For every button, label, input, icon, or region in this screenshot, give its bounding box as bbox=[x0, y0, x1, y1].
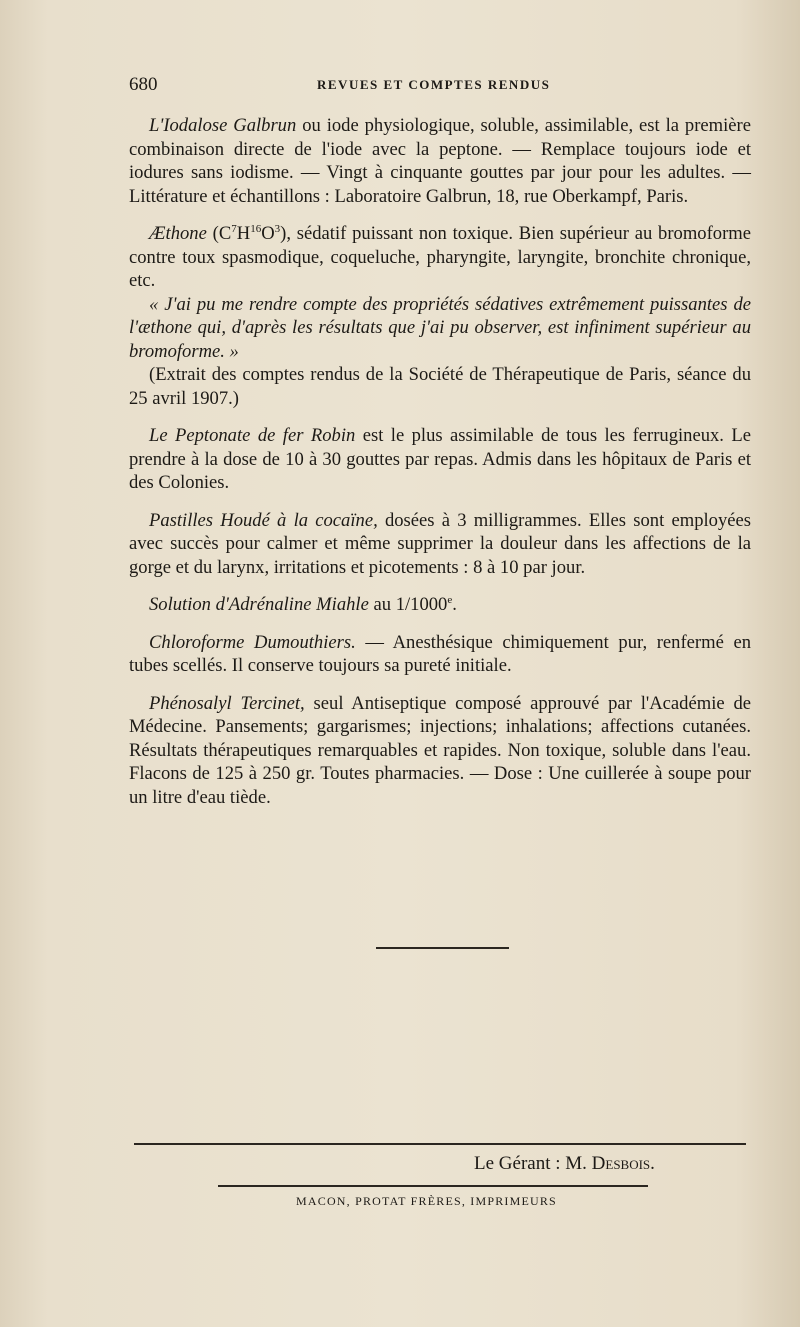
formula-subscript: 7 bbox=[231, 222, 237, 235]
footer-rule bbox=[134, 1143, 746, 1145]
formula-subscript: 16 bbox=[250, 222, 262, 235]
formula-element: O bbox=[261, 223, 275, 244]
formula-element: H bbox=[236, 223, 251, 244]
entry-paragraph bbox=[129, 692, 751, 810]
product-name: Pastilles Houdé à la cocaïne, bbox=[149, 509, 378, 531]
gerant-label: Le Gérant : M. bbox=[474, 1153, 592, 1174]
printer-rule bbox=[218, 1185, 648, 1187]
product-description: au 1/1000 bbox=[368, 594, 448, 615]
entry-paragraph bbox=[129, 509, 751, 580]
product-name: Æthone bbox=[149, 223, 207, 244]
testimonial-quote: « J'ai pu me rendre compte des propriétés sédatives extrêmement puissantes de l'æthone qui, d'après les résultats que j'ai pu observer, est infiniment supérieur au bromoforme. » bbox=[129, 293, 751, 362]
product-name: Le Peptonate de fer Robin bbox=[149, 425, 356, 446]
entry-paragraph bbox=[129, 114, 751, 208]
gerant-name: Desbois. bbox=[591, 1153, 655, 1174]
entry-aethone bbox=[129, 222, 751, 410]
page-number: 680 bbox=[129, 74, 158, 95]
page-header bbox=[129, 74, 749, 100]
entry-pastilles bbox=[129, 509, 751, 580]
product-name: Phénosalyl Tercinet, bbox=[149, 692, 305, 714]
product-description: dosées à 3 milligrammes. Elles sont employées avec succès pour calmer et même supprimer la douleur dans les affections de la gorge et du larynx, irritations et picotements : 8 à 10 par jour. bbox=[129, 509, 751, 578]
quote-source: (Extrait des comptes rendus de la Société de Thérapeutique de Paris, séance du 25 avril 1907.) bbox=[129, 364, 751, 409]
formula-open: (C bbox=[206, 223, 232, 244]
running-head: REVUES ET COMPTES RENDUS bbox=[317, 77, 551, 92]
entry-chloroforme bbox=[129, 631, 751, 678]
product-description: est le plus assimilable de tous les ferrugineux. Le prendre à la dose de 10 à 30 gouttes par repas. Admis dans les hôpitaux de Paris et des Colonies. bbox=[129, 425, 751, 493]
product-name: L'Iodalose Galbrun bbox=[149, 115, 297, 136]
entry-paragraph bbox=[129, 424, 751, 495]
section-divider bbox=[376, 947, 509, 949]
gerant-signature bbox=[474, 1153, 655, 1175]
entry-phenosalyl bbox=[129, 692, 751, 810]
entry-paragraph bbox=[129, 593, 751, 617]
entry-adrenaline bbox=[129, 593, 751, 617]
entry-iodalose bbox=[129, 114, 751, 208]
printer-imprint: MACON, PROTAT FRÈRES, IMPRIMEURS bbox=[296, 1194, 557, 1208]
product-name: Chloroforme Dumouthiers. bbox=[149, 631, 356, 653]
product-description: — Anesthésique chimiquement pur, renfermé en tubes scellés. Il conserve toujours sa pureté initiale. bbox=[129, 631, 751, 676]
ordinal-suffix: e bbox=[447, 593, 453, 606]
product-description: ), sédatif puissant non toxique. Bien supérieur au bromoforme contre toux spasmodique, coqueluche, pharyngite, laryngite, bronchite chronique, etc. bbox=[129, 223, 751, 291]
entry-peptonate bbox=[129, 424, 751, 495]
formula-subscript: 3 bbox=[274, 222, 281, 235]
entry-paragraph bbox=[129, 631, 751, 678]
product-description: seul Antiseptique composé approuvé par l'Académie de Médecine. Pansements; gargarismes; injections; inhalations; affections cutanées. Résultats thérapeutiques remarquables et rapides. Non toxique, soluble dans l'eau. Flacons de 125 à 250 gr. Toutes pharmacies. — Dose : Une cuillerée à soupe pour un litre d'eau tiède. bbox=[129, 692, 752, 808]
product-name: Solution d'Adrénaline Miahle bbox=[149, 594, 369, 615]
period: . bbox=[452, 594, 457, 615]
product-description: ou iode physiologique, soluble, assimilable, est la première combinaison directe de l'iode avec la peptone. — Remplace toujours iode et iodures sans iodisme. — Vingt à cinquante gouttes par jour pour les adultes. — Littérature et échantillons : Laboratoire Galbrun, 18, rue Oberkampf, Paris. bbox=[129, 115, 751, 207]
entry-paragraph bbox=[129, 222, 751, 293]
page-body bbox=[129, 114, 751, 823]
